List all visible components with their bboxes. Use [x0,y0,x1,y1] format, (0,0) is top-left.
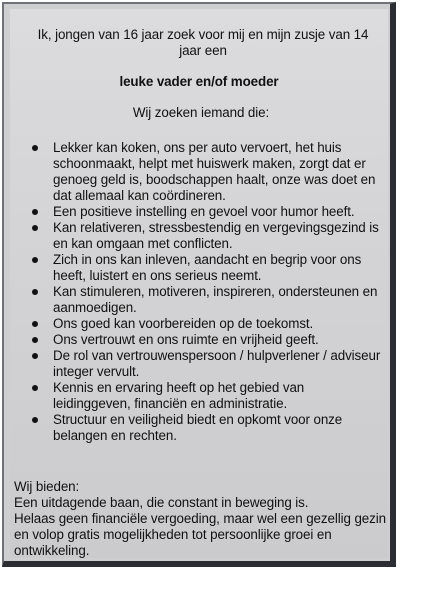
list-item: Zich in ons kan inleven, aandacht en begrip voor ons heeft, luistert en ons serieus neemt. [26,252,382,284]
subheading: Wij zoeken iemand die: [132,105,270,120]
list-item: Een positieve instelling en gevoel voor humor heeft. [26,204,382,220]
list-item: Kan stimuleren, motiveren, inspireren, ondersteunen en aanmoedigen. [26,284,382,316]
advertisement-document [10,9,388,558]
list-item: Ons goed kan voorbereiden op de toekomst. [26,316,382,332]
list-item: Kan relativeren, stressbestendig en vergevingsgezind is en kan omgaan met conflicten. [26,220,382,252]
list-item: Structuur en veiligheid biedt en opkomt voor onze belangen en rechten. [26,412,382,444]
list-item: De rol van vertrouwenspersoon / hulpverlener / adviseur integer vervult. [26,348,382,380]
list-item: Ons vertrouwt en ons ruimte en vrijheid geeft. [26,332,382,348]
offer-line: Helaas geen financiële vergoeding, maar wel een gezellig gezin en volop gratis mogelijkheden tot persoonlijke groei en ontwikkeling. [14,511,386,558]
document-frame [2,2,396,567]
requirements-list [26,140,382,444]
headline: leuke vader en/of moeder [119,74,279,89]
offer-section [14,479,386,559]
list-item: Lekker kan koken, ons per auto vervoert, het huis schoonmaakt, helpt met huiswerk maken, zorgt dat er genoeg geld is, boodschappen haalt, onze was doet en dat allemaal kan coördineren. [26,140,382,204]
offer-line: Een uitdagende baan, die constant in beweging is. [14,495,309,510]
offer-heading: Wij bieden: [14,479,80,494]
list-item: Kennis en ervaring heeft op het gebied van leidinggeven, financiën en administratie. [26,380,382,412]
intro-text: Ik, jongen van 16 jaar zoek voor mij en mijn zusje van 14 jaar een [37,27,369,58]
